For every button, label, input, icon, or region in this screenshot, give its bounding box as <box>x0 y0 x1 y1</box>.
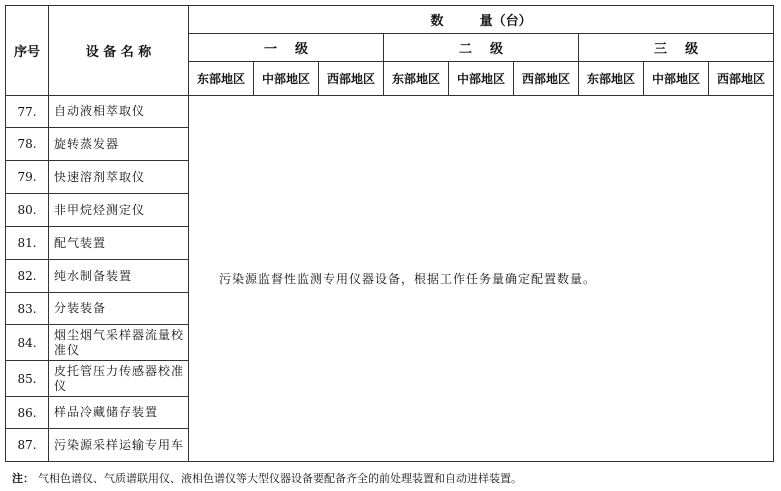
header-region-west: 西部地区 <box>319 62 384 96</box>
row-seq: 78. <box>6 128 49 161</box>
header-region-east: 东部地区 <box>579 62 644 96</box>
row-name: 皮托管压力传感器校准仪 <box>49 361 189 397</box>
row-seq: 86. <box>6 397 49 429</box>
header-region-east: 东部地区 <box>384 62 449 96</box>
row-name: 配气装置 <box>49 227 189 260</box>
row-seq: 84. <box>6 325 49 361</box>
header-region-west: 西部地区 <box>709 62 774 96</box>
header-seq: 序号 <box>6 6 49 96</box>
header-level-1: 一 级 <box>189 34 384 62</box>
row-name: 分装装备 <box>49 293 189 325</box>
header-quantity: 数 量（台） <box>189 6 774 34</box>
row-seq: 85. <box>6 361 49 397</box>
row-name: 快速溶剂萃取仪 <box>49 161 189 194</box>
row-seq: 81. <box>6 227 49 260</box>
row-name: 纯水制备装置 <box>49 260 189 293</box>
row-seq: 79. <box>6 161 49 194</box>
footnote <box>12 470 522 486</box>
table-row <box>6 96 774 128</box>
header-region-central: 中部地区 <box>644 62 709 96</box>
header-level-2: 二 级 <box>384 34 579 62</box>
row-seq: 80. <box>6 194 49 227</box>
header-name: 设 备 名 称 <box>49 6 189 96</box>
header-region-central: 中部地区 <box>449 62 514 96</box>
row-name: 自动液相萃取仪 <box>49 96 189 128</box>
merged-quantity-note: 污染源监督性监测专用仪器设备，根据工作任务量确定配置数量。 <box>189 96 774 462</box>
row-seq: 82. <box>6 260 49 293</box>
row-seq: 77. <box>6 96 49 128</box>
row-name: 污染源采样运输专用车 <box>49 429 189 462</box>
row-seq: 83. <box>6 293 49 325</box>
header-level-3: 三 级 <box>579 34 774 62</box>
row-seq: 87. <box>6 429 49 462</box>
footnote-lead: 注： <box>12 472 34 485</box>
equipment-table <box>5 5 774 462</box>
row-name: 非甲烷烃测定仪 <box>49 194 189 227</box>
footnote-text: 气相色谱仪、气质谱联用仪、液相色谱仪等大型仪器设备要配备齐全的前处理装置和自动进样装置。 <box>38 472 522 485</box>
header-region-central: 中部地区 <box>254 62 319 96</box>
row-name: 样品冷藏储存装置 <box>49 397 189 429</box>
header-region-east: 东部地区 <box>189 62 254 96</box>
row-name: 旋转蒸发器 <box>49 128 189 161</box>
row-name: 烟尘烟气采样器流量校准仪 <box>49 325 189 361</box>
header-region-west: 西部地区 <box>514 62 579 96</box>
